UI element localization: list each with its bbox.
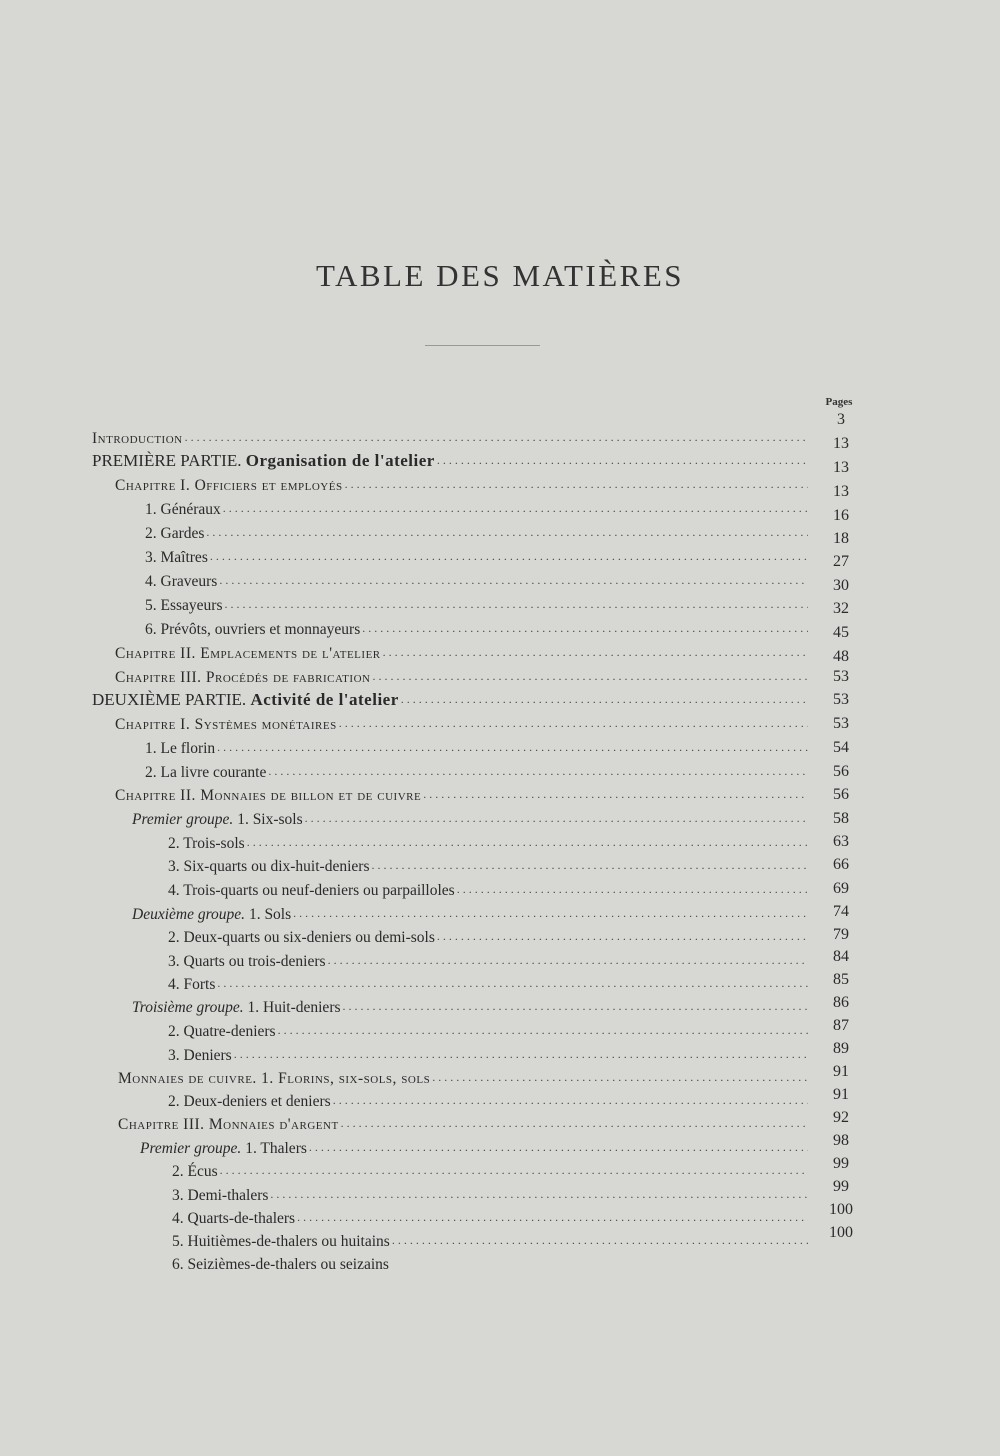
toc-entry: Troisième groupe. 1. Huit-deniers . . . — [132, 993, 808, 1017]
toc-entry: PREMIÈRE PARTIE. Organisation de l'atelier . . . — [92, 447, 808, 471]
page-number: 13 — [833, 459, 849, 476]
page-number: 99 — [833, 1155, 849, 1172]
page-number: 98 — [833, 1132, 849, 1149]
toc-entry: 2. Gardes . . . — [145, 519, 808, 543]
page-number: 54 — [833, 739, 849, 756]
toc-entry: Chapitre I. Officiers et employés . . . — [115, 471, 808, 495]
page-number: 32 — [833, 600, 849, 617]
toc-entry: Chapitre II. Monnaies de billon et de cuivre . . . — [115, 781, 808, 805]
page-number: 56 — [833, 786, 849, 803]
page-number: 13 — [833, 483, 849, 500]
toc-entry: 2. Deux-quarts ou six-deniers ou demi-sols . . . — [168, 923, 808, 947]
toc-entry: DEUXIÈME PARTIE. Activité de l'atelier . . . — [92, 686, 808, 710]
page-number: 63 — [833, 833, 849, 850]
page-number: 100 — [829, 1224, 853, 1241]
page-number: 79 — [833, 926, 849, 943]
pages-column-header: Pages — [825, 396, 853, 408]
page-number: 58 — [833, 810, 849, 827]
page-number: 27 — [833, 553, 849, 570]
page-number: 18 — [833, 530, 849, 547]
toc-entry: 4. Trois-quarts ou neuf-deniers ou parpailloles . . . — [168, 876, 808, 900]
page-number: 87 — [833, 1017, 849, 1034]
toc-entry: 4. Forts . . . — [168, 970, 808, 994]
toc-entry: 2. Deux-deniers et deniers . . . — [168, 1087, 808, 1111]
toc-entry: Premier groupe. 1. Six-sols . . . — [132, 805, 808, 829]
page-number: 3 — [837, 411, 845, 428]
toc-entry: 6. Seizièmes-de-thalers ou seizains — [172, 1256, 389, 1273]
page-title: TABLE DES MATIÈRES — [315, 258, 685, 293]
toc-entry: 5. Essayeurs . . . — [145, 591, 808, 615]
page-number: 74 — [833, 903, 849, 920]
toc-entry: Monnaies de cuivre. 1. Florins, six-sols, sols . . . — [118, 1064, 808, 1088]
page-number: 53 — [833, 715, 849, 732]
toc-entry: Chapitre III. Monnaies d'argent . . . — [118, 1110, 808, 1134]
toc-entry: Chapitre II. Emplacements de l'atelier . . . — [115, 639, 808, 663]
toc-entry: 2. Écus . . . — [172, 1157, 808, 1181]
toc-entry: 3. Demi-thalers . . . — [172, 1181, 808, 1205]
page-number: 86 — [833, 994, 849, 1011]
page-number: 30 — [833, 577, 849, 594]
page-number: 92 — [833, 1109, 849, 1126]
toc-entry: 5. Huitièmes-de-thalers ou huitains . . . — [172, 1227, 808, 1251]
toc-entry: 2. Trois-sols . . . — [168, 829, 808, 853]
page-number: 66 — [833, 856, 849, 873]
toc-entry: 3. Deniers . . . — [168, 1041, 808, 1065]
page-number: 48 — [833, 648, 849, 665]
toc-entry: Deuxième groupe. 1. Sols . . . — [132, 900, 808, 924]
page-number: 13 — [833, 435, 849, 452]
toc-entry: Introduction . . . — [92, 424, 808, 448]
toc-entry: 1. Le florin . . . — [145, 734, 808, 758]
toc-entry: 1. Généraux . . . — [145, 495, 808, 519]
toc-entry: Premier groupe. 1. Thalers . . . — [140, 1134, 808, 1158]
toc-entry: 3. Maîtres . . . — [145, 543, 808, 567]
toc-entry: 3. Six-quarts ou dix-huit-deniers . . . — [168, 852, 808, 876]
toc-entry: Chapitre I. Systèmes monétaires . . . — [115, 710, 808, 734]
page-number: 85 — [833, 971, 849, 988]
page-number: 91 — [833, 1063, 849, 1080]
toc-entry: 6. Prévôts, ouvriers et monnayeurs . . . — [145, 615, 808, 639]
page-number: 100 — [829, 1201, 853, 1218]
page-number: 53 — [833, 691, 849, 708]
page-number: 16 — [833, 507, 849, 524]
title-divider — [425, 345, 540, 346]
toc-entry: 4. Graveurs . . . — [145, 567, 808, 591]
page-number: 53 — [833, 668, 849, 685]
page-number: 89 — [833, 1040, 849, 1057]
toc-entry: Chapitre III. Procédés de fabrication . . . — [115, 663, 808, 687]
toc-entry: 4. Quarts-de-thalers . . . — [172, 1204, 808, 1228]
page-number: 56 — [833, 763, 849, 780]
page-number: 45 — [833, 624, 849, 641]
page-number: 91 — [833, 1086, 849, 1103]
page-number: 84 — [833, 948, 849, 965]
page-number: 99 — [833, 1178, 849, 1195]
toc-entry: 2. La livre courante . . . — [145, 758, 808, 782]
page-number: 69 — [833, 880, 849, 897]
toc-entry: 3. Quarts ou trois-deniers . . . — [168, 947, 808, 971]
toc-entry: 2. Quatre-deniers . . . — [168, 1017, 808, 1041]
